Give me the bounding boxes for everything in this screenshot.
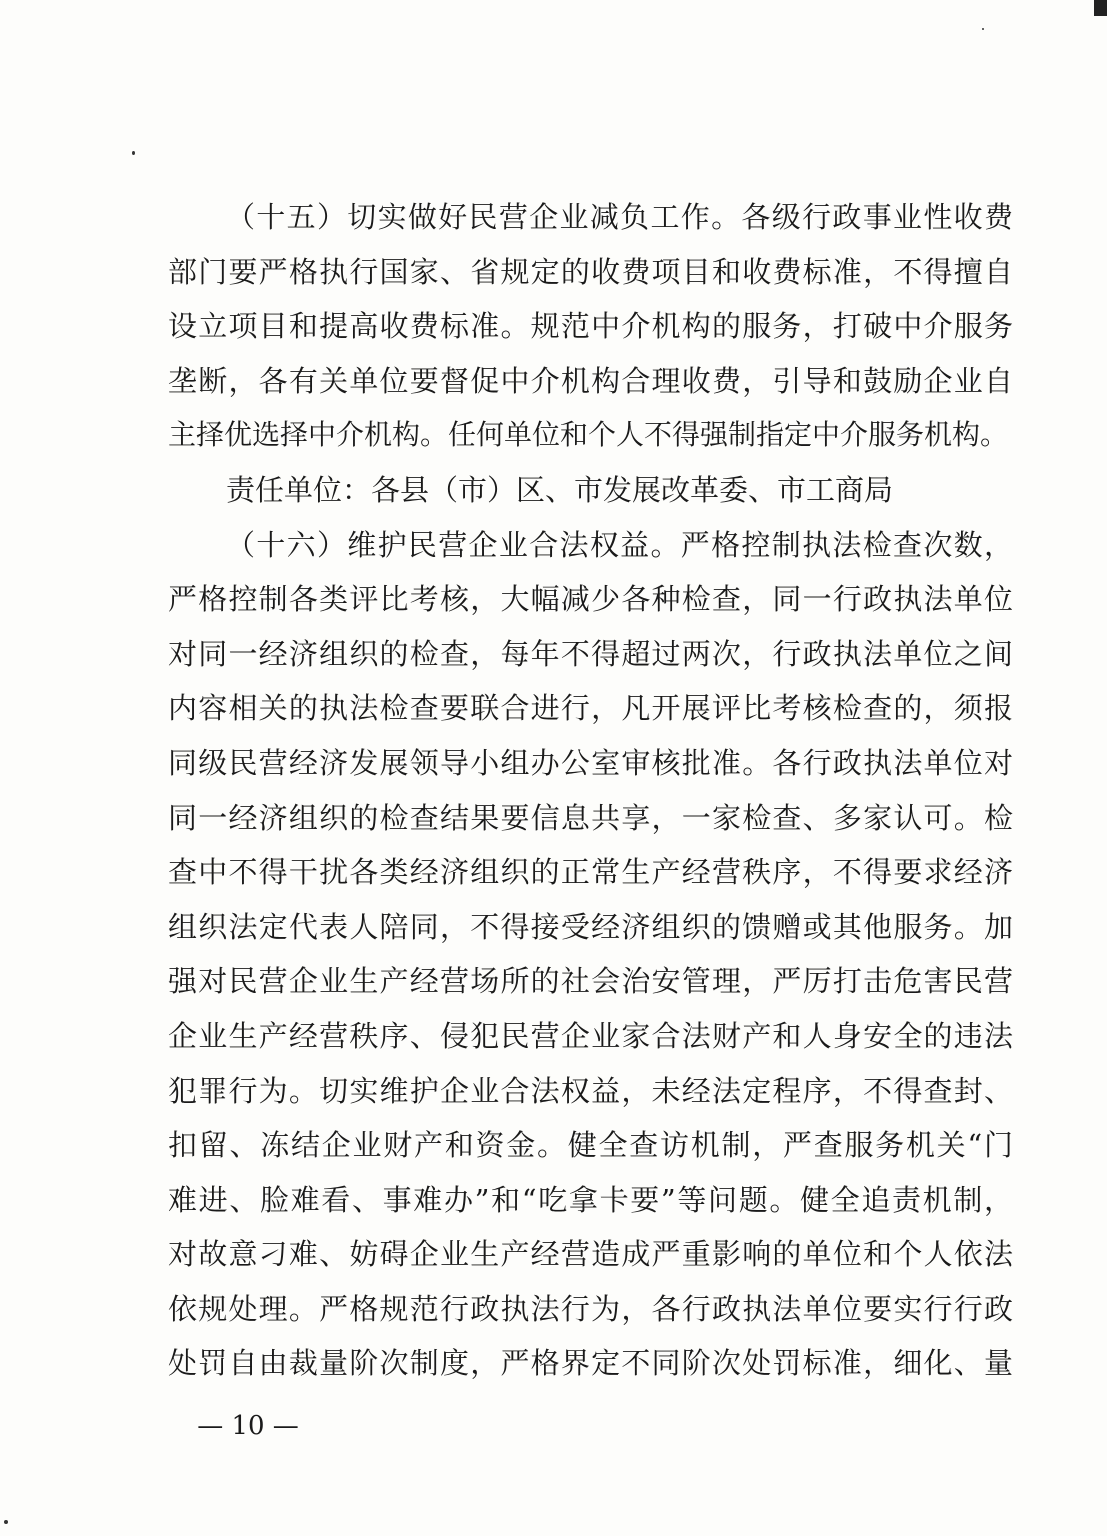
paragraph-16-line: 查中不得干扰各类经济组织的正常生产经营秩序，不得要求经济 <box>168 855 1013 890</box>
paragraph-16-line: 犯罪行为。切实维护企业合法权益，未经法定程序，不得查封、 <box>168 1073 1013 1108</box>
paragraph-15-line: 设立项目和提高收费标准。规范中介机构的服务，打破中介服务 <box>168 309 1013 344</box>
page-number: — 10 — <box>197 1411 299 1441</box>
paragraph-16-line: 强对民营企业生产经营场所的社会治安管理，严厉打击危害民营 <box>168 964 1013 999</box>
scan-speck <box>4 1520 8 1524</box>
scan-speck <box>1094 0 1107 16</box>
paragraph-16-line: 企业生产经营秩序、侵犯民营企业家合法财产和人身安全的违法 <box>168 1018 1013 1053</box>
paragraph-16-line: 同级民营经济发展领导小组办公室审核批准。各行政执法单位对 <box>168 745 1013 780</box>
paragraph-15-line: （十五）切实做好民营企业减负工作。各级行政事业性收费 <box>226 200 1013 234</box>
paragraph-16-line: 依规处理。严格规范行政执法行为，各行政执法单位要实行行政 <box>168 1291 1013 1326</box>
paragraph-15-line: 主择优选择中介机构。任何单位和个人不得强制指定中介服务机构。 <box>168 418 1009 452</box>
paragraph-16-line: 扣留、冻结企业财产和资金。健全查访机制，严查服务机关“门 <box>168 1128 1013 1163</box>
body-text <box>168 190 1013 1391</box>
paragraph-16-line: 处罚自由裁量阶次制度，严格界定不同阶次处罚标准，细化、量 <box>168 1346 1013 1381</box>
paragraph-16-line: （十六）维护民营企业合法权益。严格控制执法检查次数， <box>226 527 1013 562</box>
responsible-units-line: 责任单位：各县（市）区、市发展改革委、市工商局 <box>226 472 894 507</box>
scan-speck <box>982 28 984 30</box>
paragraph-15-line: 垄断，各有关单位要督促中介机构合理收费，引导和鼓励企业自 <box>168 363 1013 398</box>
paragraph-16-line: 同一经济组织的检查结果要信息共享，一家检查、多家认可。检 <box>168 800 1013 835</box>
scan-speck <box>132 151 135 155</box>
paragraph-16-line: 难进、脸难看、事难办”和“吃拿卡要”等问题。健全追责机制， <box>168 1182 1013 1217</box>
paragraph-16-line: 组织法定代表人陪同，不得接受经济组织的馈赠或其他服务。加 <box>168 909 1013 944</box>
paragraph-16-line: 对故意刁难、妨碍企业生产经营造成严重影响的单位和个人依法 <box>168 1237 1013 1272</box>
paragraph-16-line: 对同一经济组织的检查，每年不得超过两次，行政执法单位之间 <box>168 636 1013 671</box>
paragraph-16-line: 内容相关的执法检查要联合进行，凡开展评比考核检查的，须报 <box>168 691 1013 726</box>
paragraph-15-line: 部门要严格执行国家、省规定的收费项目和收费标准，不得擅自 <box>168 254 1013 289</box>
paragraph-16-line: 严格控制各类评比考核，大幅减少各种检查，同一行政执法单位 <box>168 582 1013 617</box>
